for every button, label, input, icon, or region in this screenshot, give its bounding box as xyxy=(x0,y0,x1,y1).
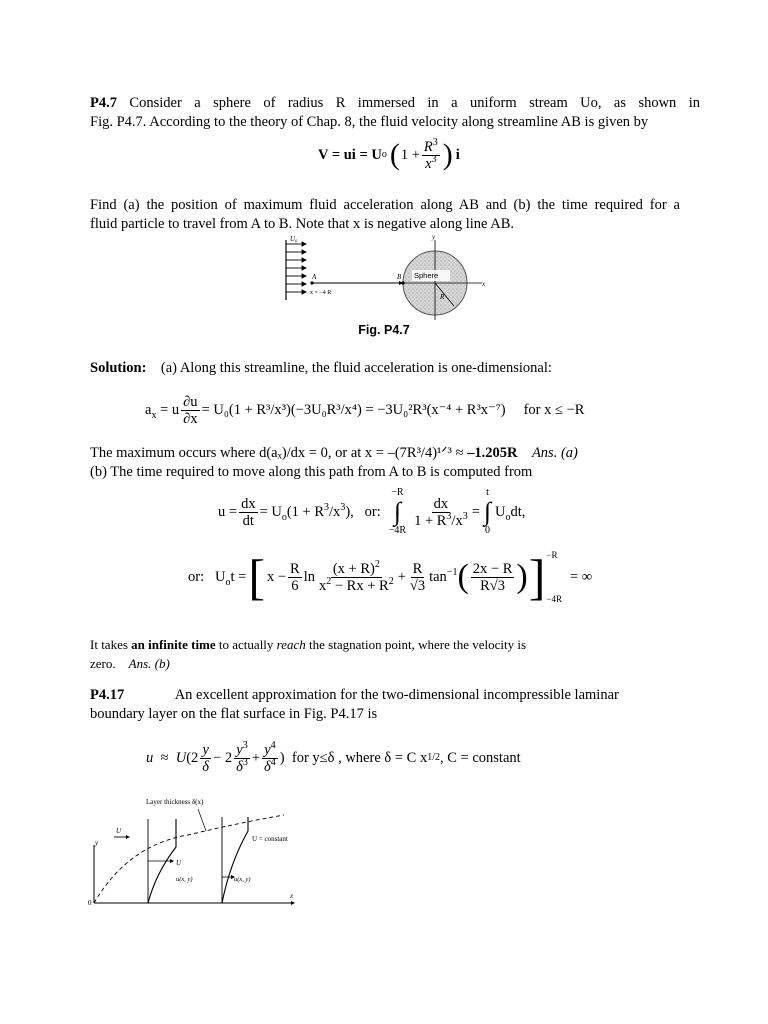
uot-equation: or: $U_ot$ = [ x − $\frac{R}{6}$ ln $\frac{(x + R)^2}{x^2 - Rx + R^2}$ + $\frac{R}{√3}$ $\tan^{-1}$ ( $\frac{2x - R}{R√3}$ ) ] −R −4R = ∞ xyxy=(188,549,593,605)
velocity-profile-2 xyxy=(222,817,248,903)
boundary-layer-equation: u ≈ U (2 $\frac{y}{\delta}$ − 2 $\frac{y^3}{\delta^3}$ + $\frac{y^4}{\delta^4}$ ) for y≤δ , where δ = C x 1/2 , C = constant xyxy=(146,739,521,775)
p417-label: P4.17 xyxy=(90,687,125,703)
max-text: The maximum occurs where d(aₓ)/dx = 0, or at x = –(7R³/4)¹ᐟ³ ≈ xyxy=(90,445,464,461)
max-line xyxy=(90,444,578,463)
label-layer-thickness: Layer thickness δ(x) xyxy=(146,798,204,806)
label-b: B xyxy=(397,273,402,281)
infinite-post: the stagnation point, where the velocity is xyxy=(309,637,527,652)
label-u-mid: U xyxy=(176,859,182,867)
label-uxy-2: u(x, y) xyxy=(234,876,251,883)
figure-p417 xyxy=(88,793,310,907)
label-u-constant: U = constant xyxy=(252,835,288,843)
label-x-axis: x xyxy=(482,280,486,288)
velocity-eq-lhs: V = ui = U xyxy=(318,146,382,163)
ans-a: Ans. (a) xyxy=(531,445,578,461)
figure-p47 xyxy=(268,232,500,322)
accel-condition: for x ≤ −R xyxy=(523,401,585,418)
label-origin: 0 xyxy=(88,899,92,907)
label-u: U xyxy=(116,827,122,835)
acceleration-equation: $a_x = u$ $\frac{\partial u}{\partial x}$ = U₀(1 + R³/x³)(−3U₀R³/x⁴) = −3U₀²R³(x⁻⁴ + R³x⁻⁷) for x ≤ −R xyxy=(145,393,585,427)
label-u0: U₀ xyxy=(290,235,298,243)
bl-constant: , C = constant xyxy=(439,749,521,766)
infinite-mid: to actually xyxy=(218,637,274,652)
label-y-axis: y xyxy=(432,233,436,241)
infinite-reach: reach xyxy=(276,637,306,652)
velocity-equation: V = ui = U o ( 1 + $\frac{R^3}{x^3}$ ) i xyxy=(318,136,460,172)
max-value: –1.205R xyxy=(467,445,518,461)
p47-intro-line2: Fig. P4.7. According to the theory of Chap. 8, the fluid velocity along streamline AB is given by xyxy=(90,114,649,130)
label-x-pos: x = −4 R xyxy=(310,290,332,296)
bl-condition: for y≤δ , where δ = C x xyxy=(291,749,428,766)
solution-label: Solution: xyxy=(90,360,147,376)
solution-line xyxy=(90,359,552,378)
p417-intro-line2: boundary layer on the flat surface in Fig. P4.17 is xyxy=(90,706,378,722)
label-r: R xyxy=(440,293,445,301)
infinite-line2 xyxy=(90,655,170,673)
infinite-pre: It takes xyxy=(90,637,128,652)
integral-equation: u = $\frac{dx}{dt}$ = $U_o(1 + R^3/x^3)$, or: −R ∫ −4R $\frac{dx}{1 + R^3/x^3}$ = t ∫ 0 $U_odt$, xyxy=(218,487,526,536)
find-line1: Find (a) the position of maximum fluid acceleration along AB and (b) the time required for a xyxy=(90,197,680,213)
solution-text: (a) Along this streamline, the fluid acceleration is one-dimensional: xyxy=(160,360,552,376)
stream-arrows xyxy=(286,242,306,294)
infinite-zero: zero. xyxy=(90,656,116,671)
p417-intro-line1 xyxy=(90,686,619,705)
figure-caption-p47: Fig. P4.7 xyxy=(358,323,410,337)
accel-eq-tail: = U₀(1 + R³/x³)(−3U₀R³/x⁴) = −3U₀²R³(x⁻⁴ + R³x⁻⁷) xyxy=(201,401,506,418)
p47-intro-text: Consider a sphere of radius R immersed in a uniform stream Uo, as shown in xyxy=(129,95,701,111)
label-x-axis-2: x xyxy=(290,892,294,900)
infinite-bold: an infinite time xyxy=(131,637,216,652)
time-text: (b) The time required to move along this path from A to B is computed from xyxy=(90,464,533,480)
ans-b: Ans. (b) xyxy=(128,656,170,671)
find-line2: fluid particle to travel from A to B. Note that x is negative along line AB. xyxy=(90,216,515,232)
boundary-layer-curve xyxy=(94,815,284,903)
label-uxy-1: u(x, y) xyxy=(176,876,193,883)
p417-intro-text: An excellent approximation for the two-dimensional incompressible laminar xyxy=(174,687,619,703)
p47-label: P4.7 xyxy=(90,95,117,111)
label-a: A xyxy=(312,273,317,281)
p47-intro-line1 xyxy=(90,94,700,113)
label-sphere: Sphere xyxy=(414,271,439,280)
infinite-line1 xyxy=(90,636,526,654)
label-y-axis-2: y xyxy=(95,839,99,847)
uot-rhs: = ∞ xyxy=(569,568,593,585)
